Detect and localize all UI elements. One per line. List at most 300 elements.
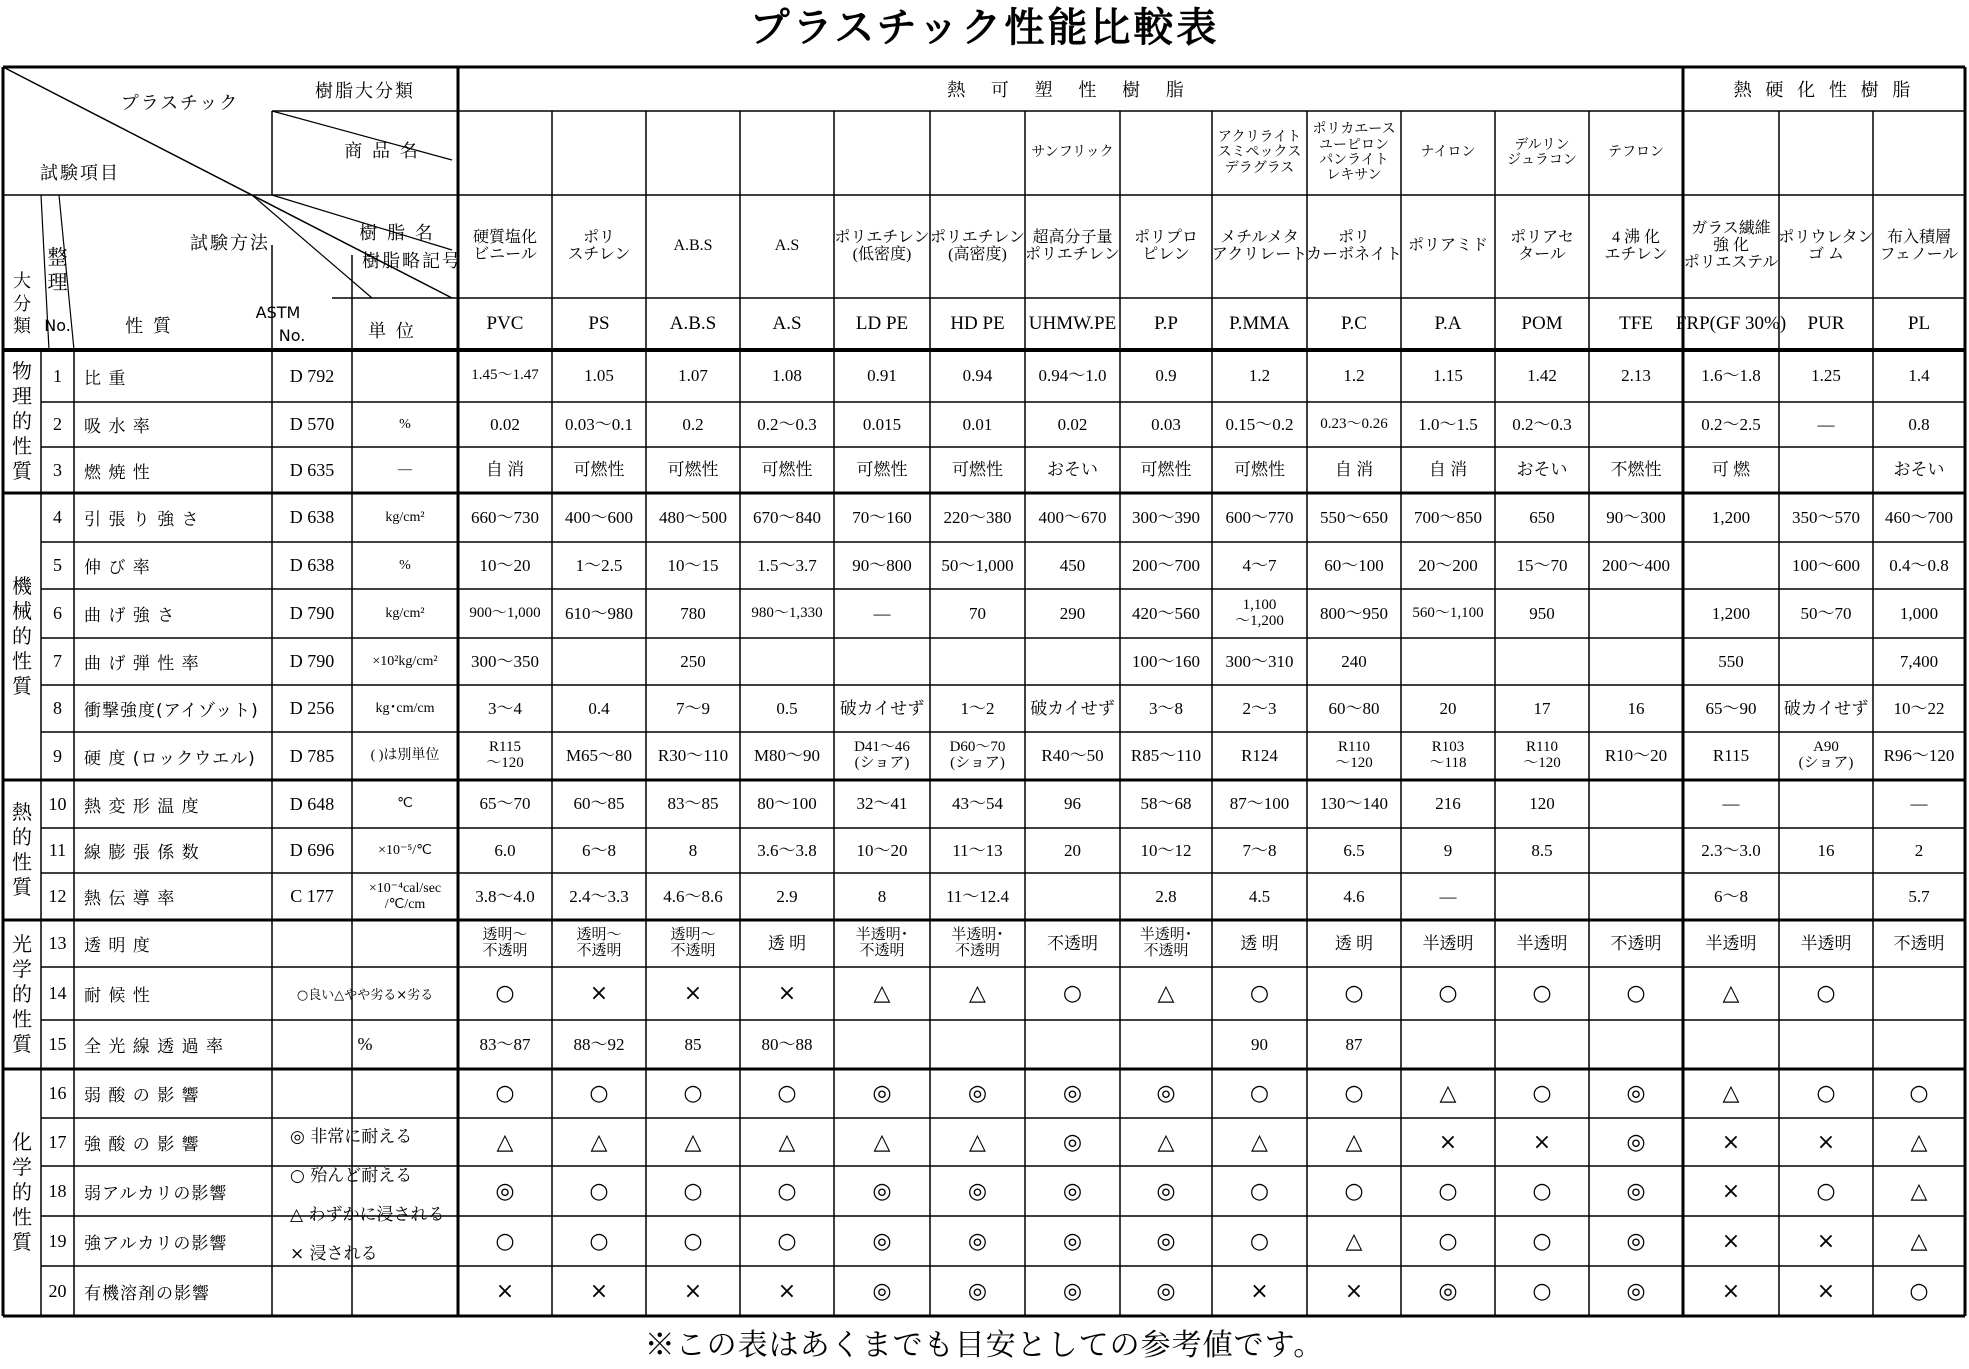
table-cell: — bbox=[873, 603, 891, 623]
astm-number: C 177 bbox=[290, 886, 334, 907]
row-number-header: No. bbox=[44, 315, 71, 335]
table-cell: 0.91 bbox=[867, 366, 897, 386]
table-cell: × bbox=[1721, 1278, 1741, 1304]
resin-name-cell: ポリエチレン (低密度) bbox=[834, 228, 930, 263]
table-cell: 0.02 bbox=[490, 414, 520, 434]
table-cell: △ bbox=[969, 1129, 986, 1155]
astm-header: ASTM bbox=[255, 302, 301, 322]
table-cell: 2.8 bbox=[1155, 886, 1177, 906]
table-cell: 7～8 bbox=[1242, 840, 1277, 860]
table-cell: 460～700 bbox=[1885, 507, 1953, 527]
table-cell: △ bbox=[590, 1129, 608, 1155]
property-label: 全 光 線 透 過 率 bbox=[84, 1037, 225, 1057]
table-cell: ○ bbox=[1626, 981, 1646, 1006]
table-cell: × bbox=[1816, 1129, 1836, 1155]
resin-abbr-cell: PS bbox=[588, 313, 610, 335]
table-cell: 60～100 bbox=[1324, 555, 1384, 575]
table-cell: × bbox=[589, 1278, 609, 1304]
table-cell: ○ bbox=[1062, 981, 1083, 1006]
resin-abbr-cell: PVC bbox=[486, 313, 524, 335]
table-cell: 1.15 bbox=[1433, 366, 1463, 386]
astm-number: ○良い△やや劣る×劣る bbox=[296, 988, 434, 1003]
table-cell: ○ bbox=[589, 1081, 609, 1106]
table-cell: ○ bbox=[1532, 1228, 1552, 1254]
resin-name-header: 樹 脂 名 bbox=[359, 223, 435, 244]
table-cell: R110 ～120 bbox=[1335, 739, 1373, 771]
table-cell: ○ bbox=[777, 1178, 797, 1204]
table-cell: × bbox=[777, 981, 797, 1006]
table-cell: 可燃性 bbox=[667, 460, 719, 480]
resin-abbr-cell: LD PE bbox=[855, 313, 909, 335]
table-cell: 自 消 bbox=[485, 460, 525, 480]
table-cell: 1.05 bbox=[584, 366, 614, 386]
table-cell: 1,100 ～1,200 bbox=[1235, 596, 1284, 629]
table-cell: × bbox=[1721, 1228, 1741, 1254]
property-header: 性 質 bbox=[125, 316, 173, 337]
row-number: 10 bbox=[48, 793, 67, 814]
table-cell: 90～300 bbox=[1606, 507, 1666, 527]
resin-abbr-cell: P.P bbox=[1154, 313, 1178, 335]
table-cell: ○ bbox=[1532, 1278, 1552, 1304]
astm-no-header: No. bbox=[278, 325, 306, 345]
property-label: 比 重 bbox=[84, 368, 127, 389]
table-cell: △ bbox=[1722, 1081, 1740, 1106]
table-cell: 240 bbox=[1341, 651, 1367, 671]
table-cell: 2.13 bbox=[1621, 366, 1651, 386]
table-cell: R30～110 bbox=[657, 746, 729, 766]
chemical-resistance-legend bbox=[272, 1069, 458, 1316]
row-number: 3 bbox=[53, 459, 62, 480]
table-cell: 65～70 bbox=[479, 794, 531, 814]
table-cell: 0.4 bbox=[588, 698, 610, 718]
table-cell: 85 bbox=[684, 1034, 702, 1054]
trade-name-cell: ナイロン bbox=[1420, 145, 1476, 161]
table-cell: 16 bbox=[1817, 840, 1835, 860]
table-cell: 9 bbox=[1443, 840, 1453, 860]
resin-name-cell: ポリプロ ピレン bbox=[1133, 228, 1198, 263]
table-cell: ○ bbox=[1532, 1178, 1552, 1204]
table-cell: 550～650 bbox=[1320, 507, 1388, 527]
table-cell: 15～70 bbox=[1516, 555, 1568, 575]
table-cell: 不透明 bbox=[1610, 933, 1662, 953]
page-title: プラスチック性能比較表 bbox=[749, 5, 1220, 51]
row-number: 5 bbox=[53, 555, 62, 576]
table-cell: ◎ bbox=[872, 1081, 892, 1106]
table-cell: ○ bbox=[495, 1081, 515, 1106]
table-cell: ◎ bbox=[1156, 1081, 1176, 1106]
table-cell: 1,200 bbox=[1711, 507, 1751, 527]
group-label: 熱的性質 bbox=[12, 800, 32, 899]
thermoset-group-header: 熱 硬 化 性 樹 脂 bbox=[1733, 80, 1915, 101]
resin-name-cell: ポリエチレン (高密度) bbox=[930, 228, 1025, 263]
table-cell: 83～85 bbox=[667, 794, 719, 814]
table-cell: △ bbox=[873, 981, 891, 1006]
table-cell: 1～2 bbox=[960, 698, 995, 718]
property-label: 燃 焼 性 bbox=[84, 462, 151, 483]
resin-name-cell: メチルメタ アクリレート bbox=[1211, 228, 1308, 263]
table-cell: ○ bbox=[1438, 1228, 1458, 1254]
table-cell: 7～9 bbox=[676, 698, 710, 718]
table-cell: 1.6～1.8 bbox=[1701, 366, 1761, 386]
table-cell: ○ bbox=[589, 1228, 609, 1254]
table-cell: 800～950 bbox=[1320, 603, 1388, 623]
table-cell: 0.03 bbox=[1151, 414, 1181, 434]
table-cell: 6～8 bbox=[1714, 886, 1748, 906]
table-cell: 2.9 bbox=[776, 886, 798, 906]
major-class-header: 大分類 bbox=[13, 271, 31, 338]
table-cell: ○ bbox=[1438, 1178, 1458, 1204]
table-cell: 20 bbox=[1439, 698, 1457, 718]
resin-name-cell: 超高分子量 ポリエチレン bbox=[1025, 228, 1120, 263]
legend-item: △ わずかに浸される bbox=[290, 1204, 445, 1225]
property-label: 線 膨 張 係 数 bbox=[84, 843, 200, 863]
table-cell: 6～8 bbox=[582, 840, 616, 860]
table-cell: M80～90 bbox=[753, 746, 821, 766]
table-cell: 80～88 bbox=[761, 1034, 813, 1054]
table-cell: △ bbox=[1910, 1228, 1928, 1254]
property-label: 曲 げ 強 さ bbox=[84, 606, 176, 626]
table-cell: 0.23～0.26 bbox=[1320, 415, 1388, 432]
legend-item: ○ 殆んど耐える bbox=[290, 1165, 413, 1186]
table-cell: × bbox=[1816, 1278, 1836, 1304]
property-label: 熱 変 形 温 度 bbox=[84, 796, 200, 817]
table-cell: — bbox=[1817, 414, 1835, 434]
table-cell: ◎ bbox=[967, 1278, 988, 1304]
table-cell: × bbox=[1438, 1129, 1458, 1155]
table-cell: — bbox=[1722, 794, 1740, 814]
table-cell: 700～850 bbox=[1414, 507, 1482, 527]
property-label: 透 明 度 bbox=[84, 936, 151, 956]
table-cell: × bbox=[589, 981, 609, 1006]
table-cell: 0.2 bbox=[682, 414, 704, 434]
table-cell: 50～70 bbox=[1800, 603, 1852, 623]
table-cell: 0.4～0.8 bbox=[1889, 555, 1949, 575]
astm-number: D 648 bbox=[289, 793, 335, 814]
table-cell: ◎ bbox=[1626, 1129, 1646, 1155]
table-cell: 0.9 bbox=[1155, 366, 1177, 386]
table-cell: ◎ bbox=[1156, 1228, 1176, 1254]
table-cell: 90 bbox=[1251, 1034, 1268, 1054]
table-cell: ◎ bbox=[1062, 1129, 1083, 1155]
row-number: 9 bbox=[53, 745, 62, 766]
group-label: 光学的性質 bbox=[12, 932, 32, 1056]
table-cell: ○ bbox=[1249, 981, 1270, 1006]
table-cell: 70～160 bbox=[852, 507, 912, 527]
legend-item: ◎ 非常に耐える bbox=[290, 1126, 413, 1147]
table-cell: ◎ bbox=[967, 1081, 988, 1106]
table-cell: 1.42 bbox=[1527, 366, 1557, 386]
resin-abbr-cell: P.A bbox=[1434, 313, 1462, 335]
table-cell: 420～560 bbox=[1132, 603, 1200, 623]
table-cell: ○ bbox=[777, 1081, 797, 1106]
table-cell: ◎ bbox=[872, 1228, 892, 1254]
table-cell: ○ bbox=[683, 1178, 703, 1204]
table-cell: 1,200 bbox=[1711, 603, 1751, 623]
plastic-header: プラスチック bbox=[120, 93, 240, 114]
unit-label: % bbox=[399, 557, 411, 573]
table-cell: × bbox=[1250, 1278, 1269, 1304]
table-cell: 8 bbox=[877, 886, 887, 906]
table-cell: R96～120 bbox=[1883, 746, 1955, 766]
table-cell: ◎ bbox=[872, 1178, 892, 1204]
table-cell: M65～80 bbox=[565, 746, 633, 766]
table-cell: 3.6～3.8 bbox=[757, 840, 817, 860]
test-method-header: 試験方法 bbox=[190, 233, 270, 254]
table-cell: △ bbox=[496, 1129, 514, 1155]
table-cell: おそい bbox=[1516, 460, 1568, 480]
table-cell: 不透明 bbox=[1047, 933, 1098, 953]
unit-label: ×10⁻⁵/℃ bbox=[378, 842, 432, 858]
table-cell: 10～12 bbox=[1140, 840, 1192, 860]
table-cell: 660～730 bbox=[471, 507, 539, 527]
table-cell: R115 bbox=[1712, 746, 1750, 766]
table-cell: 480～500 bbox=[659, 507, 727, 527]
table-cell: D60～70 (ショア) bbox=[949, 739, 1006, 771]
table-cell: R110 ～120 bbox=[1523, 739, 1561, 771]
table-cell: ○ bbox=[1909, 1278, 1929, 1304]
table-cell: 半透明 bbox=[1516, 933, 1568, 953]
table-cell: 11～13 bbox=[952, 840, 1003, 860]
unit-label: ×10⁻⁴cal/sec /℃/cm bbox=[368, 881, 442, 912]
astm-number: D 785 bbox=[289, 745, 335, 766]
table-cell: 3～8 bbox=[1149, 698, 1183, 718]
table-cell: 0.94～1.0 bbox=[1038, 366, 1107, 386]
table-cell: ○ bbox=[1816, 1081, 1836, 1106]
table-cell: 透明～ 不透明 bbox=[670, 926, 716, 959]
table-cell: 560～1,100 bbox=[1412, 604, 1484, 621]
table-cell: ◎ bbox=[1626, 1081, 1646, 1106]
property-label: 耐 候 性 bbox=[84, 986, 151, 1006]
table-cell: × bbox=[1816, 1228, 1836, 1254]
table-cell: 17 bbox=[1533, 698, 1551, 718]
table-cell: 60～85 bbox=[573, 794, 625, 814]
resin-name-cell: ガラス繊維 強 化 ポリエステル bbox=[1683, 220, 1779, 271]
table-cell: 1.2 bbox=[1343, 366, 1365, 386]
table-cell: 可燃性 bbox=[856, 460, 908, 480]
table-cell: 半透明･ 不透明 bbox=[855, 926, 909, 959]
table-cell: 60～80 bbox=[1328, 698, 1380, 718]
resin-abbr-cell: P.C bbox=[1341, 313, 1367, 335]
table-cell: △ bbox=[1439, 1081, 1457, 1106]
table-cell: 0.03～0.1 bbox=[565, 414, 633, 434]
table-cell: 可燃性 bbox=[1140, 460, 1192, 480]
table-cell: 250 bbox=[680, 651, 706, 671]
table-cell: 8.5 bbox=[1531, 840, 1553, 860]
table-cell: ○ bbox=[1344, 1081, 1364, 1106]
property-label: 引 張 り 強 さ bbox=[84, 510, 200, 530]
table-cell: 16 bbox=[1627, 698, 1645, 718]
table-cell: 96 bbox=[1064, 794, 1081, 814]
table-cell: △ bbox=[1722, 981, 1740, 1006]
table-cell: 自 消 bbox=[1334, 460, 1374, 480]
resin-abbreviation-header: 樹脂略記号 bbox=[362, 251, 462, 272]
property-label: 曲 げ 弾 性 率 bbox=[84, 654, 200, 674]
resin-abbr-cell: POM bbox=[1521, 313, 1563, 335]
table-cell: 50～1,000 bbox=[941, 555, 1014, 575]
table-cell: 可燃性 bbox=[761, 460, 813, 480]
table-cell: 1.08 bbox=[772, 366, 802, 386]
property-label: 弱アルカリの影響 bbox=[84, 1183, 228, 1204]
group-label: 機械的性質 bbox=[12, 574, 32, 698]
table-cell: △ bbox=[1345, 1129, 1363, 1155]
table-cell: 可 燃 bbox=[1711, 460, 1751, 480]
table-cell: ◎ bbox=[1156, 1178, 1176, 1204]
table-cell: △ bbox=[1157, 1129, 1175, 1155]
table-cell: 0.01 bbox=[962, 414, 993, 434]
table-cell: ○ bbox=[1344, 981, 1364, 1006]
table-cell: 290 bbox=[1059, 603, 1086, 623]
row-number: 18 bbox=[48, 1180, 67, 1201]
unit-label: kg･cm/cm bbox=[375, 700, 435, 716]
table-cell: ◎ bbox=[967, 1178, 988, 1204]
table-cell: R124 bbox=[1241, 746, 1278, 766]
table-cell: ○ bbox=[1532, 1081, 1552, 1106]
table-cell: 破カイせず bbox=[1030, 698, 1115, 718]
resin-abbr-cell: PUR bbox=[1807, 313, 1845, 335]
table-cell: ◎ bbox=[1626, 1278, 1646, 1304]
table-cell: 4.6～8.6 bbox=[663, 886, 723, 906]
table-cell: 120 bbox=[1529, 794, 1555, 814]
row-number: 11 bbox=[48, 840, 67, 861]
resin-abbr-cell: A.S bbox=[772, 313, 802, 335]
table-cell: ○ bbox=[1816, 1178, 1836, 1204]
trade-name-cell: サンフリック bbox=[1031, 145, 1114, 161]
astm-number: D 570 bbox=[289, 414, 335, 435]
row-number: 20 bbox=[48, 1280, 67, 1301]
table-cell: × bbox=[1344, 1278, 1364, 1304]
table-cell: 216 bbox=[1435, 794, 1461, 814]
table-cell: 65～90 bbox=[1705, 698, 1757, 718]
table-cell: ◎ bbox=[1062, 1178, 1083, 1204]
astm-number: D 256 bbox=[289, 698, 335, 719]
table-cell: ○ bbox=[1249, 1178, 1270, 1204]
table-cell: D41～46 (ショア) bbox=[854, 739, 910, 771]
property-label: 強 酸 の 影 響 bbox=[84, 1134, 200, 1155]
table-cell: 透 明 bbox=[767, 933, 807, 953]
table-cell: △ bbox=[1910, 1178, 1928, 1204]
row-number: 7 bbox=[53, 651, 62, 672]
table-cell: — bbox=[1439, 886, 1457, 906]
seiri-header: 整理 bbox=[47, 245, 68, 294]
group-label: 化学的性質 bbox=[12, 1130, 32, 1254]
table-cell: 87 bbox=[1345, 1034, 1363, 1054]
table-cell: 自 消 bbox=[1428, 460, 1468, 480]
trade-name-cell: アクリライト スミペックス デラグラス bbox=[1217, 129, 1302, 176]
row-number: 17 bbox=[48, 1131, 67, 1152]
table-cell: 0.2～2.5 bbox=[1701, 414, 1761, 434]
table-cell: 0.5 bbox=[776, 698, 798, 718]
resin-name-cell: 布入積層 フェノール bbox=[1879, 228, 1959, 263]
table-cell: ○ bbox=[683, 1228, 703, 1254]
row-number: 16 bbox=[48, 1083, 67, 1104]
unit-label: kg/cm² bbox=[385, 605, 425, 621]
table-cell: 半透明 bbox=[1800, 933, 1852, 953]
unit-label: ℃ bbox=[397, 796, 413, 812]
table-cell: 透明～ 不透明 bbox=[576, 926, 622, 959]
table-cell: ◎ bbox=[1062, 1228, 1083, 1254]
table-cell: A90 (ショア) bbox=[1798, 739, 1854, 771]
table-cell: 10～20 bbox=[479, 555, 531, 575]
table-cell: ◎ bbox=[967, 1228, 988, 1254]
table-cell: ◎ bbox=[872, 1278, 892, 1304]
table-cell: 4.5 bbox=[1248, 886, 1271, 906]
astm-number: D 635 bbox=[289, 459, 335, 480]
table-cell: 可燃性 bbox=[1234, 460, 1285, 480]
table-cell: 透 明 bbox=[1334, 933, 1374, 953]
group-label: 物理的性質 bbox=[12, 359, 32, 483]
row-number: 6 bbox=[53, 603, 62, 624]
table-cell: ○ bbox=[1438, 981, 1458, 1006]
table-cell: △ bbox=[873, 1129, 891, 1155]
astm-number: D 696 bbox=[289, 840, 335, 861]
table-cell: × bbox=[1721, 1129, 1741, 1155]
astm-number: D 638 bbox=[289, 507, 335, 528]
table-cell: 2.3～3.0 bbox=[1701, 840, 1761, 860]
table-cell: ○ bbox=[683, 1081, 703, 1106]
table-cell: 1.25 bbox=[1811, 366, 1841, 386]
table-cell: 450 bbox=[1059, 555, 1086, 575]
table-cell: ◎ bbox=[1438, 1278, 1458, 1304]
resin-major-class-header: 樹脂大分類 bbox=[315, 81, 415, 102]
table-cell: △ bbox=[1157, 981, 1175, 1006]
table-cell: 0.15～0.2 bbox=[1225, 414, 1294, 434]
table-cell: ◎ bbox=[1626, 1178, 1646, 1204]
table-cell: — bbox=[1910, 794, 1928, 814]
resin-name-cell: A.B.S bbox=[673, 237, 713, 255]
resin-abbr-cell: A.B.S bbox=[669, 313, 717, 335]
table-cell: 破カイせず bbox=[839, 698, 925, 718]
table-cell: 6.0 bbox=[494, 840, 516, 860]
table-cell: 20～200 bbox=[1418, 555, 1478, 575]
table-cell: × bbox=[1532, 1129, 1552, 1155]
resin-abbr-cell: PL bbox=[1907, 313, 1931, 335]
table-cell: 550 bbox=[1718, 651, 1744, 671]
unit-label: ( )は別単位 bbox=[370, 748, 440, 764]
table-cell: × bbox=[683, 981, 703, 1006]
astm-number: D 790 bbox=[289, 651, 335, 672]
table-cell: 10～20 bbox=[856, 840, 908, 860]
table-cell: 980～1,330 bbox=[751, 604, 823, 621]
table-cell: 半透明 bbox=[1705, 933, 1757, 953]
resin-name-cell: ポリウレタン ゴ ム bbox=[1778, 228, 1874, 263]
table-cell: 83～87 bbox=[479, 1034, 531, 1054]
row-number: 2 bbox=[53, 414, 62, 435]
table-cell: 0.015 bbox=[862, 414, 902, 434]
table-cell: △ bbox=[684, 1129, 702, 1155]
table-cell: 650 bbox=[1529, 507, 1555, 527]
table-cell: 5.7 bbox=[1908, 886, 1930, 906]
resin-name-cell: 4 沸 化 エチレン bbox=[1604, 228, 1668, 263]
table-cell: ○ bbox=[1249, 1081, 1270, 1106]
table-cell: 半透明･ 不透明 bbox=[951, 926, 1004, 959]
table-cell: ◎ bbox=[1156, 1278, 1176, 1304]
row-number: 4 bbox=[53, 507, 62, 528]
row-number: 13 bbox=[48, 933, 67, 954]
table-cell: R115 ～120 bbox=[486, 739, 524, 771]
table-cell: 不透明 bbox=[1893, 933, 1945, 953]
table-cell: R10～20 bbox=[1604, 746, 1668, 766]
table-cell: 100～160 bbox=[1132, 651, 1200, 671]
table-cell: ○ bbox=[1249, 1228, 1270, 1254]
table-cell: 3.8～4.0 bbox=[475, 886, 535, 906]
table-cell: 70 bbox=[969, 603, 986, 623]
table-cell: R103 ～118 bbox=[1429, 739, 1467, 771]
table-cell: 1.45～1.47 bbox=[471, 367, 539, 384]
property-label: 有機溶剤の影響 bbox=[84, 1283, 210, 1304]
unit-label: % bbox=[399, 416, 411, 432]
row-number: 8 bbox=[53, 698, 62, 719]
table-cell: ○ bbox=[1816, 981, 1836, 1006]
